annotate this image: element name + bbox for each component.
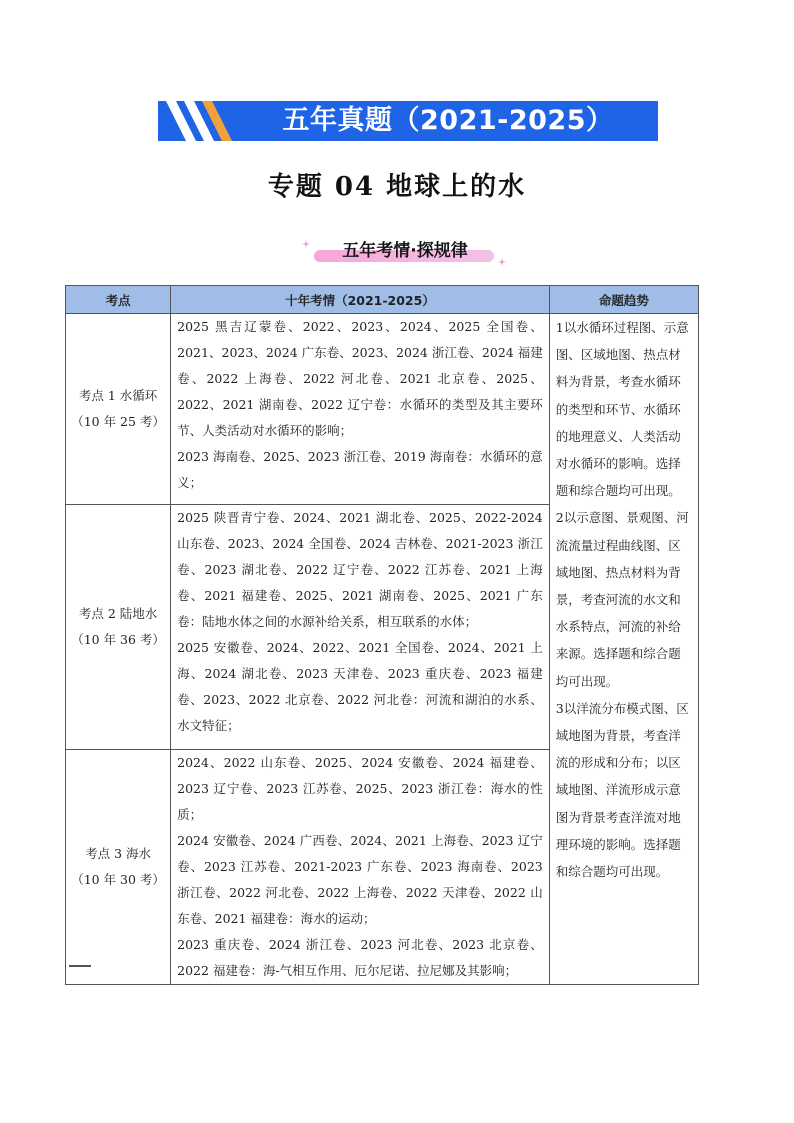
exam-history-cell xyxy=(171,750,550,985)
exam-history-item: 2024、2022 山东卷、2025、2024 安徽卷、2024 福建卷、2023 辽宁卷、2023 江苏卷、2025、2023 浙江卷：海水的性质； xyxy=(177,755,543,822)
trend-item: 2以示意图、景观图、河流流量过程曲线图、区域地图、热点材料为背景，考查河流的水文和水系特点，河流的补给来源。选择题和综合题均可出现。 xyxy=(555,510,689,689)
exam-analysis-table xyxy=(65,285,699,985)
exam-point-cell xyxy=(66,750,171,985)
exam-history-item: 2024 安徽卷、2024 广西卷、2024、2021 上海卷、2023 辽宁卷、2023 江苏卷、2021-2023 广东卷、2023 海南卷、2023 浙江卷、2022 河北卷、2022 上海卷、2022 天津卷、2022 山东卷、2021 福建卷：海水的运动； xyxy=(177,833,543,926)
table-row xyxy=(66,314,699,505)
exam-history-cell xyxy=(171,314,550,505)
exam-point-count: （10 年 25 考） xyxy=(71,414,165,429)
exam-point-name: 考点 2 陆地水 xyxy=(78,606,158,621)
exam-history-item: 2023 重庆卷、2024 浙江卷、2023 河北卷、2023 北京卷、2022 福建卷：海-气相互作用、厄尔尼诺、拉尼娜及其影响； xyxy=(177,937,543,978)
exam-point-cell xyxy=(66,505,171,750)
stripe-decoration-icon xyxy=(158,101,238,141)
header-qushi: 命题趋势 xyxy=(549,286,698,314)
topic-title: 专题 04 地球上的水 xyxy=(267,172,527,202)
exam-history-cell xyxy=(171,505,550,750)
exam-point-cell xyxy=(66,314,171,505)
trend-cell xyxy=(549,314,698,985)
exam-history-item: 2025 黑吉辽蒙卷、2022、2023、2024、2025 全国卷、2021、2023、2024 广东卷、2023、2024 浙江卷、2024 福建卷、2022 上海卷、2022 河北卷、2021 北京卷、2025、2022、2021 湖南卷、2022 辽宁卷：水循环的类型及其主要环节、人类活动对水循环的影响； xyxy=(177,319,543,438)
exam-point-name: 考点 1 水循环 xyxy=(78,388,158,403)
exam-point-count: （10 年 30 考） xyxy=(71,872,165,887)
table-corner-mark xyxy=(69,965,91,967)
exam-history-item: 2025 陕晋青宁卷、2024、2021 湖北卷、2025、2022-2024 山东卷、2023、2024 全国卷、2024 吉林卷、2021-2023 浙江卷、2023 湖北卷、2022 辽宁卷、2022 江苏卷、2021 上海卷、2021 福建卷、2025、2021 湖南卷、2025、2021 广东卷：陆地水体之间的水源补给关系，相互联系的水体； xyxy=(177,510,543,629)
exam-history-item: 2023 海南卷、2025、2023 浙江卷、2019 海南卷：水循环的意义； xyxy=(177,449,543,490)
title-banner xyxy=(158,101,658,141)
exam-point-count: （10 年 36 考） xyxy=(71,632,165,647)
table-header-row xyxy=(66,286,699,314)
header-kaoqing: 十年考情（2021-2025） xyxy=(171,286,550,314)
trend-item: 3以洋流分布模式图、区域地图为背景，考查洋流的形成和分布；以区域地图、洋流形成示意图为背景考查洋流对地理环境的影响。选择题和综合题均可出现。 xyxy=(555,700,689,880)
exam-point-name: 考点 3 海水 xyxy=(85,846,152,861)
exam-history-item: 2025 安徽卷、2024、2022、2021 全国卷、2024、2021 上海、2024 湖北卷、2023 天津卷、2023 重庆卷、2023 福建卷、2023、2022 北京卷、2022 河北卷：河流和湖泊的水系、水文特征； xyxy=(177,640,543,733)
trend-item: 1以水循环过程图、示意图、区域地图、热点材料为背景，考查水循环的类型和环节、水循环的地理意义、人类活动对水循环的影响。选择题和综合题均可出现。 xyxy=(555,320,689,499)
header-kaodian: 考点 xyxy=(66,286,171,314)
section-heading-text: 五年考情·探规律 xyxy=(342,241,468,261)
section-heading xyxy=(300,232,510,270)
banner-title: 五年真题（2021-2025） xyxy=(282,105,614,136)
